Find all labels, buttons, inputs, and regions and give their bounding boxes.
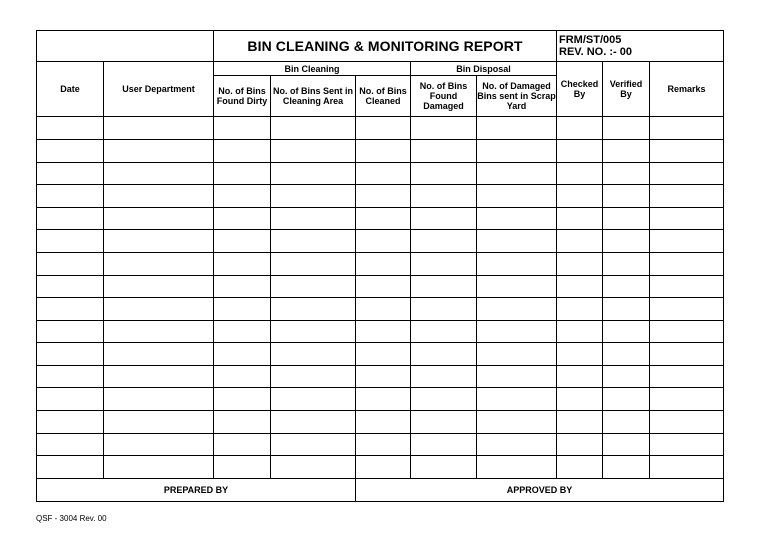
entry-row (37, 388, 724, 411)
entry-cell-checked-by[interactable] (557, 275, 603, 298)
entry-cell-found-damaged[interactable] (411, 388, 477, 411)
entry-cell-damaged-scrap[interactable] (477, 365, 557, 388)
entry-cell-remarks[interactable] (650, 139, 724, 162)
entry-cell-found-damaged[interactable] (411, 320, 477, 343)
entry-cell-found-damaged[interactable] (411, 252, 477, 275)
entry-cell-date[interactable] (37, 275, 104, 298)
entry-cell-found-damaged[interactable] (411, 117, 477, 140)
entry-cell-found-damaged[interactable] (411, 139, 477, 162)
entry-cell-date[interactable] (37, 230, 104, 253)
title-row (37, 31, 724, 62)
entry-cell-found-damaged[interactable] (411, 343, 477, 366)
entry-cell-checked-by[interactable] (557, 343, 603, 366)
entry-cell-found-damaged[interactable] (411, 275, 477, 298)
entry-row (37, 230, 724, 253)
entry-cell-found-damaged[interactable] (411, 456, 477, 479)
entry-cell-sent-cleaning[interactable] (271, 433, 356, 456)
entry-cell-user-department[interactable] (104, 343, 214, 366)
entry-cell-cleaned[interactable] (356, 207, 411, 230)
entry-cell-found-damaged[interactable] (411, 162, 477, 185)
entry-cell-verified-by[interactable] (603, 185, 650, 208)
entry-cell-found-dirty[interactable] (214, 365, 271, 388)
entry-cell-date[interactable] (37, 388, 104, 411)
entry-cell-date[interactable] (37, 139, 104, 162)
entry-cell-verified-by[interactable] (603, 320, 650, 343)
entry-cell-found-dirty[interactable] (214, 252, 271, 275)
entry-cell-sent-cleaning[interactable] (271, 365, 356, 388)
entry-cell-cleaned[interactable] (356, 162, 411, 185)
entry-cell-found-dirty[interactable] (214, 411, 271, 434)
entry-cell-verified-by[interactable] (603, 275, 650, 298)
entry-cell-sent-cleaning[interactable] (271, 230, 356, 253)
entry-cell-sent-cleaning[interactable] (271, 162, 356, 185)
entry-cell-remarks[interactable] (650, 320, 724, 343)
entry-cell-found-damaged[interactable] (411, 298, 477, 321)
entry-cell-verified-by[interactable] (603, 411, 650, 434)
approved-by-label: APPROVED BY (356, 478, 724, 501)
entry-cell-cleaned[interactable] (356, 117, 411, 140)
entry-cell-remarks[interactable] (650, 117, 724, 140)
entry-cell-checked-by[interactable] (557, 298, 603, 321)
entry-cell-date[interactable] (37, 185, 104, 208)
entry-cell-cleaned[interactable] (356, 433, 411, 456)
entry-cell-user-department[interactable] (104, 117, 214, 140)
entry-row (37, 365, 724, 388)
entry-cell-date[interactable] (37, 411, 104, 434)
entry-cell-found-dirty[interactable] (214, 343, 271, 366)
entry-cell-checked-by[interactable] (557, 207, 603, 230)
entry-cell-date[interactable] (37, 298, 104, 321)
entry-cell-damaged-scrap[interactable] (477, 275, 557, 298)
entry-cell-sent-cleaning[interactable] (271, 298, 356, 321)
entry-cell-sent-cleaning[interactable] (271, 139, 356, 162)
entry-cell-damaged-scrap[interactable] (477, 298, 557, 321)
entry-cell-cleaned[interactable] (356, 230, 411, 253)
entry-cell-checked-by[interactable] (557, 162, 603, 185)
entry-cell-remarks[interactable] (650, 298, 724, 321)
entry-cell-damaged-scrap[interactable] (477, 411, 557, 434)
entry-cell-cleaned[interactable] (356, 185, 411, 208)
entry-row (37, 411, 724, 434)
entry-cell-user-department[interactable] (104, 456, 214, 479)
entry-cell-verified-by[interactable] (603, 139, 650, 162)
entry-cell-user-department[interactable] (104, 298, 214, 321)
blank-header-cell (37, 31, 214, 62)
entry-cell-damaged-scrap[interactable] (477, 162, 557, 185)
entry-cell-checked-by[interactable] (557, 230, 603, 253)
entry-cell-found-dirty[interactable] (214, 456, 271, 479)
entry-row (37, 320, 724, 343)
column-header-remarks: Remarks (650, 62, 724, 117)
entry-cell-damaged-scrap[interactable] (477, 117, 557, 140)
entry-row (37, 298, 724, 321)
entry-cell-remarks[interactable] (650, 456, 724, 479)
entry-cell-remarks[interactable] (650, 230, 724, 253)
entry-cell-verified-by[interactable] (603, 388, 650, 411)
entry-cell-user-department[interactable] (104, 207, 214, 230)
entry-cell-found-dirty[interactable] (214, 275, 271, 298)
entry-row (37, 139, 724, 162)
entry-cell-user-department[interactable] (104, 252, 214, 275)
entry-cell-verified-by[interactable] (603, 252, 650, 275)
entry-cell-checked-by[interactable] (557, 411, 603, 434)
entry-cell-date[interactable] (37, 162, 104, 185)
entry-row (37, 275, 724, 298)
entry-cell-cleaned[interactable] (356, 298, 411, 321)
entry-cell-verified-by[interactable] (603, 298, 650, 321)
entry-cell-checked-by[interactable] (557, 388, 603, 411)
column-header-found-damaged: No. of Bins Found Damaged (411, 76, 477, 117)
entry-cell-verified-by[interactable] (603, 117, 650, 140)
entry-cell-found-damaged[interactable] (411, 433, 477, 456)
entry-cell-sent-cleaning[interactable] (271, 388, 356, 411)
entry-cell-remarks[interactable] (650, 252, 724, 275)
entry-cell-verified-by[interactable] (603, 343, 650, 366)
entry-cell-sent-cleaning[interactable] (271, 207, 356, 230)
entry-cell-found-dirty[interactable] (214, 320, 271, 343)
column-header-verified-by: Verified By (603, 62, 650, 117)
entry-cell-verified-by[interactable] (603, 456, 650, 479)
entry-cell-damaged-scrap[interactable] (477, 320, 557, 343)
entry-cell-remarks[interactable] (650, 162, 724, 185)
entry-cell-damaged-scrap[interactable] (477, 230, 557, 253)
group-header-row (37, 62, 724, 76)
entry-cell-found-dirty[interactable] (214, 139, 271, 162)
column-header-found-dirty: No. of Bins Found Dirty (214, 76, 271, 117)
entry-cell-found-dirty[interactable] (214, 185, 271, 208)
entry-cell-remarks[interactable] (650, 275, 724, 298)
entry-cell-found-damaged[interactable] (411, 411, 477, 434)
entry-cell-date[interactable] (37, 252, 104, 275)
entry-cell-sent-cleaning[interactable] (271, 320, 356, 343)
group-header-bin-cleaning: Bin Cleaning (214, 62, 411, 76)
entry-cell-found-damaged[interactable] (411, 185, 477, 208)
entry-cell-found-dirty[interactable] (214, 117, 271, 140)
entry-cell-remarks[interactable] (650, 343, 724, 366)
entry-cell-cleaned[interactable] (356, 365, 411, 388)
entry-cell-user-department[interactable] (104, 185, 214, 208)
entry-cell-date[interactable] (37, 207, 104, 230)
entry-cell-damaged-scrap[interactable] (477, 207, 557, 230)
entry-cell-date[interactable] (37, 365, 104, 388)
entry-cell-found-dirty[interactable] (214, 298, 271, 321)
entry-cell-cleaned[interactable] (356, 411, 411, 434)
entry-cell-user-department[interactable] (104, 275, 214, 298)
entry-cell-user-department[interactable] (104, 162, 214, 185)
entry-cell-remarks[interactable] (650, 185, 724, 208)
entry-cell-checked-by[interactable] (557, 456, 603, 479)
column-header-checked-by: Checked By (557, 62, 603, 117)
entry-cell-cleaned[interactable] (356, 343, 411, 366)
column-header-damaged-scrap: No. of Damaged Bins sent in Scrap Yard (477, 76, 557, 117)
entry-cell-user-department[interactable] (104, 411, 214, 434)
entry-cell-sent-cleaning[interactable] (271, 456, 356, 479)
entry-cell-remarks[interactable] (650, 411, 724, 434)
form-footnote: QSF - 3004 Rev. 00 (36, 514, 107, 523)
entry-cell-cleaned[interactable] (356, 456, 411, 479)
entry-cell-user-department[interactable] (104, 433, 214, 456)
entry-cell-remarks[interactable] (650, 365, 724, 388)
entry-cell-found-damaged[interactable] (411, 207, 477, 230)
entry-row (37, 252, 724, 275)
entry-cell-checked-by[interactable] (557, 185, 603, 208)
entry-cell-damaged-scrap[interactable] (477, 388, 557, 411)
column-header-cleaned: No. of Bins Cleaned (356, 76, 411, 117)
entry-cell-cleaned[interactable] (356, 388, 411, 411)
entry-cell-sent-cleaning[interactable] (271, 343, 356, 366)
entry-cell-found-damaged[interactable] (411, 365, 477, 388)
prepared-by-label: PREPARED BY (37, 478, 356, 501)
entry-cell-date[interactable] (37, 320, 104, 343)
bin-cleaning-report-form (36, 30, 724, 502)
entry-cell-remarks[interactable] (650, 388, 724, 411)
revision-number: REV. NO. :- 00 (559, 46, 632, 59)
group-header-bin-disposal: Bin Disposal (411, 62, 557, 76)
entry-cell-sent-cleaning[interactable] (271, 185, 356, 208)
entry-cell-found-dirty[interactable] (214, 433, 271, 456)
entry-cell-found-dirty[interactable] (214, 162, 271, 185)
entry-cell-checked-by[interactable] (557, 433, 603, 456)
column-header-sent-cleaning: No. of Bins Sent in Cleaning Area (271, 76, 356, 117)
entry-cell-cleaned[interactable] (356, 275, 411, 298)
entry-cell-checked-by[interactable] (557, 139, 603, 162)
entry-row (37, 343, 724, 366)
entry-cell-sent-cleaning[interactable] (271, 411, 356, 434)
column-header-date: Date (37, 62, 104, 117)
entry-cell-found-dirty[interactable] (214, 230, 271, 253)
entry-cell-sent-cleaning[interactable] (271, 275, 356, 298)
entry-cell-user-department[interactable] (104, 320, 214, 343)
entry-cell-damaged-scrap[interactable] (477, 139, 557, 162)
entry-cell-damaged-scrap[interactable] (477, 433, 557, 456)
entry-cell-date[interactable] (37, 456, 104, 479)
entry-cell-sent-cleaning[interactable] (271, 252, 356, 275)
entry-cell-user-department[interactable] (104, 365, 214, 388)
entry-row (37, 185, 724, 208)
entry-cell-damaged-scrap[interactable] (477, 185, 557, 208)
entry-cell-remarks[interactable] (650, 207, 724, 230)
column-header-user-department: User Department (104, 62, 214, 117)
entry-cell-damaged-scrap[interactable] (477, 456, 557, 479)
entry-cell-checked-by[interactable] (557, 365, 603, 388)
entry-cell-verified-by[interactable] (603, 230, 650, 253)
entry-row (37, 207, 724, 230)
report-title: BIN CLEANING & MONITORING REPORT (214, 31, 557, 62)
entry-row (37, 433, 724, 456)
entry-row (37, 117, 724, 140)
entry-cell-checked-by[interactable] (557, 252, 603, 275)
entry-cell-cleaned[interactable] (356, 139, 411, 162)
entry-cell-found-dirty[interactable] (214, 207, 271, 230)
entry-cell-checked-by[interactable] (557, 117, 603, 140)
entry-cell-damaged-scrap[interactable] (477, 343, 557, 366)
entry-cell-date[interactable] (37, 343, 104, 366)
entry-cell-date[interactable] (37, 117, 104, 140)
entry-cell-verified-by[interactable] (603, 162, 650, 185)
entry-cell-found-dirty[interactable] (214, 388, 271, 411)
entry-cell-verified-by[interactable] (603, 207, 650, 230)
entry-cell-found-damaged[interactable] (411, 230, 477, 253)
entry-cell-checked-by[interactable] (557, 320, 603, 343)
entry-cell-date[interactable] (37, 433, 104, 456)
entry-cell-verified-by[interactable] (603, 365, 650, 388)
entry-row (37, 456, 724, 479)
entry-cell-user-department[interactable] (104, 139, 214, 162)
entry-cell-user-department[interactable] (104, 230, 214, 253)
entry-row (37, 162, 724, 185)
entry-cell-damaged-scrap[interactable] (477, 252, 557, 275)
form-number: FRM/ST/005 (559, 34, 622, 47)
entry-cell-remarks[interactable] (650, 433, 724, 456)
entry-cell-user-department[interactable] (104, 388, 214, 411)
entry-cell-verified-by[interactable] (603, 433, 650, 456)
form-code (557, 31, 724, 62)
entry-cell-cleaned[interactable] (356, 252, 411, 275)
entry-cell-sent-cleaning[interactable] (271, 117, 356, 140)
entry-cell-cleaned[interactable] (356, 320, 411, 343)
footer-row (37, 478, 724, 501)
